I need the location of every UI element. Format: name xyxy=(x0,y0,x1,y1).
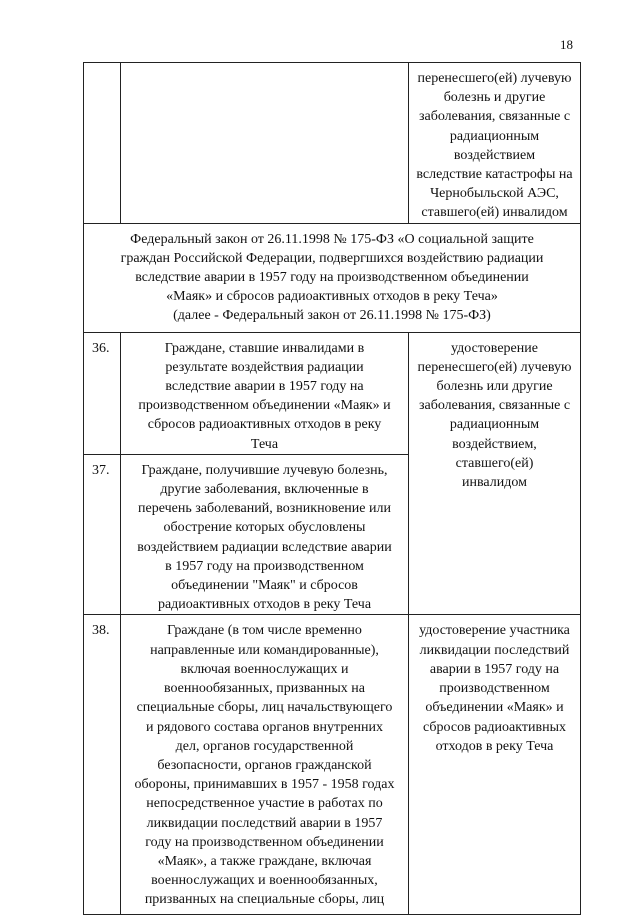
law-heading-line: «Маяк» и сбросов радиоактивных отходов в реку Теча» xyxy=(166,289,498,305)
law-heading-line: Федеральный закон от 26.11.1998 № 175-ФЗ «О социальной защите xyxy=(130,231,534,247)
category-line: Граждане, получившие лучевую болезнь, xyxy=(141,462,388,478)
category-cell xyxy=(121,615,409,915)
category-line: радиоактивных отходов в реку Теча xyxy=(157,597,372,613)
table-row-continuation xyxy=(84,63,581,224)
category-line: объединении "Маяк" и сбросов xyxy=(171,578,358,594)
category-line: в 1957 году на производственном xyxy=(165,558,364,574)
category-line: «Маяк», а также граждане, включая xyxy=(157,853,372,869)
law-heading-row xyxy=(84,223,581,332)
document-line: объединении «Маяк» и xyxy=(425,700,564,716)
document-line: отходов в реку Теча xyxy=(435,738,554,754)
document-cell xyxy=(409,615,581,915)
category-line: Теча xyxy=(250,436,279,452)
category-line: производственном объединении «Маяк» и xyxy=(138,398,391,414)
category-line: направленные или командированные), xyxy=(150,642,379,658)
law-heading-line: вследствие аварии в 1957 году на производственном объединении xyxy=(135,270,529,286)
document-line: ставшего(ей) инвалидом xyxy=(421,205,568,221)
category-line: воздействием радиации вследствие аварии xyxy=(137,539,392,555)
category-line: военнообязанных, призванных на xyxy=(164,681,365,697)
document-line: Чернобыльской АЭС, xyxy=(430,186,559,202)
category-line: другие заболевания, включенные в xyxy=(160,482,369,498)
document-line: производственном xyxy=(439,681,550,697)
table-row-38 xyxy=(84,615,581,915)
row-number-cell: 37. xyxy=(84,454,121,615)
document-line: болезнь или другие xyxy=(436,379,553,395)
row-number-cell xyxy=(84,63,121,224)
category-line: Граждане (в том числе временно xyxy=(167,623,362,639)
document-line: болезнь и другие xyxy=(443,90,546,106)
document-line: перенесшего(ей) лучевую xyxy=(417,359,572,375)
category-line: обороны, принимавших в 1957 - 1958 годах xyxy=(134,777,395,793)
category-line: Граждане, ставшие инвалидами в xyxy=(164,340,365,356)
document-cell xyxy=(409,332,581,615)
document-line: сбросов радиоактивных xyxy=(423,719,566,735)
document-line: удостоверение xyxy=(451,340,538,356)
category-line: и рядового состава органов внутренних xyxy=(145,719,384,735)
category-line: сбросов радиоактивных отходов в реку xyxy=(147,417,382,433)
category-line: включая военнослужащих и xyxy=(180,661,349,677)
law-heading-line: граждан Российской Федерации, подвергшихся воздействию радиации xyxy=(120,250,544,266)
category-line: результате воздействия радиации xyxy=(165,359,364,375)
category-line: дел, органов государственной xyxy=(175,738,354,754)
law-heading-line: (далее - Федеральный закон от 26.11.1998 № 175-ФЗ) xyxy=(173,308,491,324)
document-line: заболевания, связанные с xyxy=(418,109,571,125)
document-line: удостоверение участника xyxy=(419,623,570,639)
document-line: инвалидом xyxy=(462,475,527,491)
page-number: 18 xyxy=(560,37,573,52)
category-line: военнослужащих и военнообязанных, xyxy=(151,873,378,889)
row-number-cell: 36. xyxy=(84,332,121,454)
category-cell xyxy=(121,332,409,454)
document-line: воздействием, ставшего(ей) xyxy=(452,436,537,471)
category-line: непосредственное участие в работах по xyxy=(146,796,383,812)
category-cell xyxy=(121,63,409,224)
category-line: обострение которых обусловлены xyxy=(163,520,366,536)
document-line: перенесшего(ей) лучевую xyxy=(417,71,572,86)
document-line: аварии в 1957 году на xyxy=(429,661,560,677)
document-line: ликвидации последствий xyxy=(419,642,570,658)
document-line: радиационным воздействием xyxy=(449,128,540,163)
category-cell xyxy=(121,454,409,615)
category-line: году на производственном объединении xyxy=(145,834,384,850)
category-line: безопасности, органов гражданской xyxy=(157,757,372,773)
category-line: перечень заболеваний, возникновение или xyxy=(138,501,391,517)
document-line: заболевания, связанные с xyxy=(418,398,571,414)
document-line: радиационным xyxy=(449,417,540,433)
table-row-36 xyxy=(84,332,581,454)
category-line: призванных на специальные сборы, лиц xyxy=(144,892,385,908)
document-cell xyxy=(409,63,581,224)
category-line: вследствие аварии в 1957 году на xyxy=(165,379,364,395)
category-line: специальные сборы, лиц начальствующего xyxy=(136,700,393,716)
law-heading-cell xyxy=(84,223,581,332)
category-line: ликвидации последствий аварии в 1957 xyxy=(146,815,383,831)
document-line: вследствие катастрофы на xyxy=(416,167,573,183)
benefits-table xyxy=(83,62,581,915)
row-number-cell: 38. xyxy=(84,615,121,915)
